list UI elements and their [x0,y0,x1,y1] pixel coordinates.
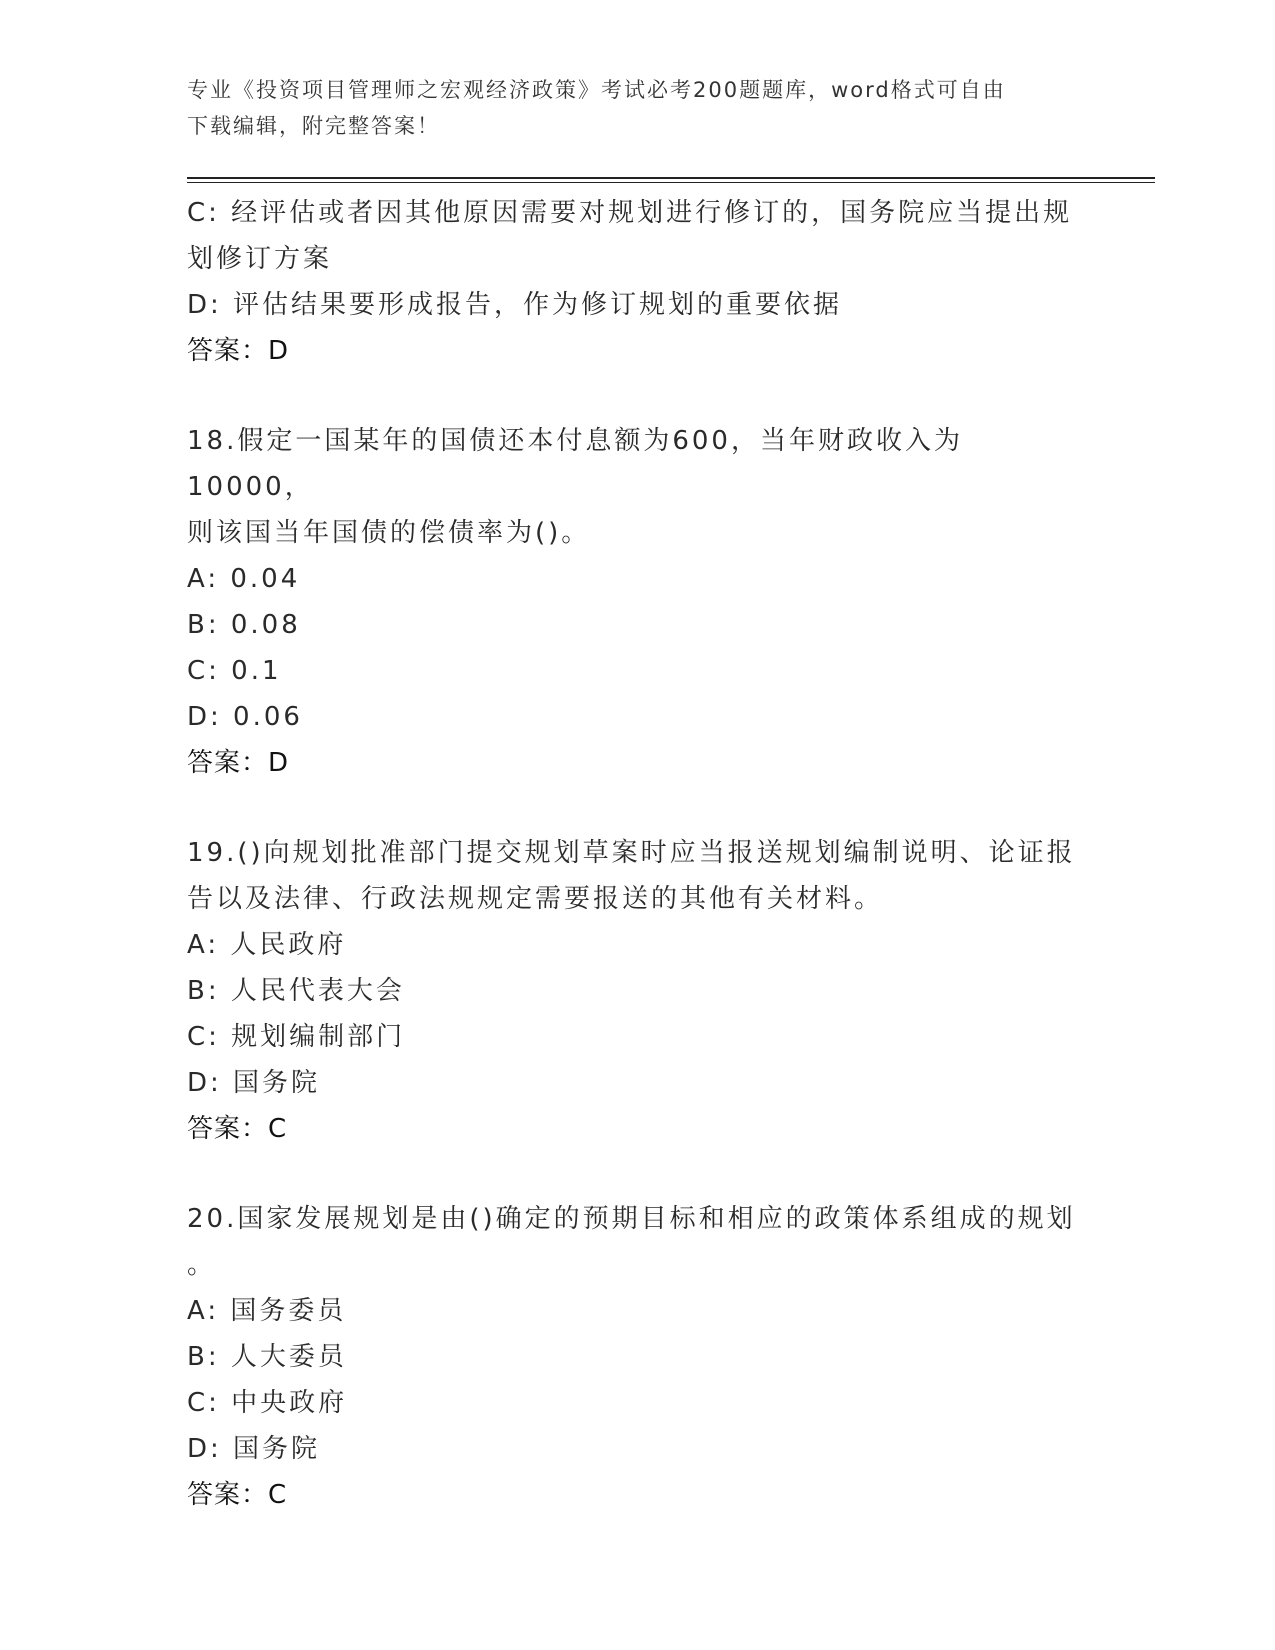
option-a: A: 0.04 [187,564,301,594]
header-line-2: 下载编辑，附完整答案！ [187,114,440,138]
question-content [187,190,1087,1518]
option-d: D: 评估结果要形成报告，作为修订规划的重要依据 [187,290,843,320]
option-a: A: 人民政府 [187,930,347,960]
question-text-line-1: 18.假定一国某年的国债还本付息额为600，当年财政收入为10000， [187,426,963,502]
question-text-line-1: 19.()向规划批准部门提交规划草案时应当报送规划编制说明、论证报 [187,838,1076,868]
question-text-line-2: 告以及法律、行政法规规定需要报送的其他有关材料。 [187,884,884,914]
option-b: B: 人民代表大会 [187,976,405,1006]
option-d: D: 国务院 [187,1068,321,1098]
option-b: B: 人大委员 [187,1342,347,1372]
option-d: D: 0.06 [187,702,303,732]
option-c: C: 中央政府 [187,1388,348,1418]
answer: 答案：C [187,1114,288,1144]
document-header [187,72,1067,144]
answer: 答案：C [187,1480,288,1510]
question-text-line-2: 。 [187,1250,217,1280]
question-18 [187,418,1087,786]
header-divider-thick [187,177,1155,179]
question-text-line-1: 20.国家发展规划是由()确定的预期目标和相应的政策体系组成的规划 [187,1204,1076,1234]
header-line-1: 专业《投资项目管理师之宏观经济政策》考试必考200题题库，word格式可自由 [187,78,1006,102]
option-c: C: 0.1 [187,656,282,686]
option-c-line-2: 划修订方案 [187,244,333,274]
header-divider-thin [187,182,1155,183]
option-c: C: 规划编制部门 [187,1022,406,1052]
question-19 [187,830,1087,1152]
option-a: A: 国务委员 [187,1296,347,1326]
answer: 答案：D [187,336,290,366]
option-b: B: 0.08 [187,610,301,640]
question-text-line-2: 则该国当年国债的偿债率为()。 [187,518,591,548]
option-d: D: 国务院 [187,1434,321,1464]
option-c-line-1: C: 经评估或者因其他原因需要对规划进行修订的，国务院应当提出规 [187,198,1073,228]
question-20 [187,1196,1087,1518]
answer: 答案：D [187,748,290,778]
question-17-continuation [187,190,1087,374]
